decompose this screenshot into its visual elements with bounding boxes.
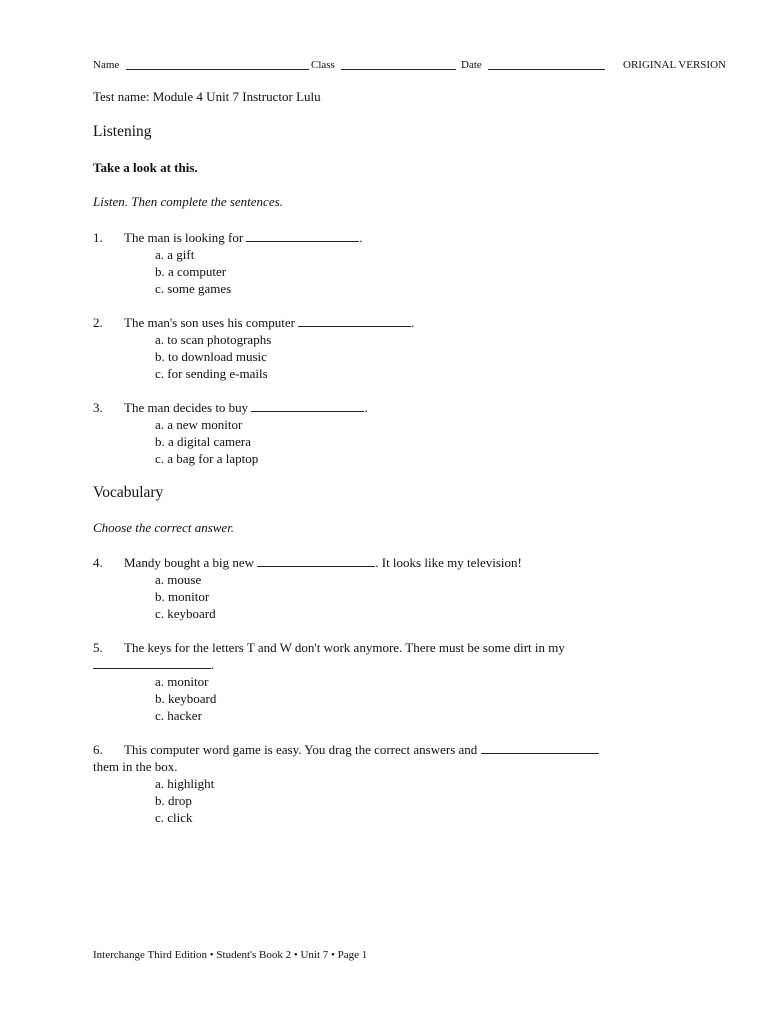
option-c[interactable]: c. some games [155, 281, 232, 296]
question-end: . [359, 230, 363, 245]
class-label: Class [311, 59, 335, 71]
option-a[interactable]: a. mouse [155, 572, 202, 587]
option-c[interactable]: c. for sending e-mails [155, 366, 268, 381]
answer-blank[interactable] [93, 657, 211, 669]
question-2 [93, 314, 713, 382]
option-c[interactable]: c. hacker [155, 708, 202, 723]
options-list [155, 416, 713, 467]
date-label: Date [461, 59, 482, 71]
option-a[interactable]: a. a gift [155, 247, 195, 262]
question-number: 4. [93, 555, 103, 570]
options-list [155, 246, 713, 297]
question-1 [93, 229, 713, 297]
option-a[interactable]: a. a new monitor [155, 417, 243, 432]
answer-blank[interactable] [298, 315, 411, 327]
question-number: 3. [93, 400, 103, 415]
question-number: 1. [93, 230, 103, 245]
vocabulary-instruction: Choose the correct answer. [93, 520, 235, 535]
page-header [93, 59, 743, 75]
option-c[interactable]: c. click [155, 810, 193, 825]
section-title-vocabulary: Vocabulary [93, 484, 164, 501]
option-b[interactable]: b. a computer [155, 264, 227, 279]
name-label: Name [93, 59, 120, 71]
option-b[interactable]: b. to download music [155, 349, 267, 364]
test-name: Test name: Module 4 Unit 7 Instructor Lulu [93, 89, 321, 104]
option-a[interactable]: a. highlight [155, 776, 215, 791]
answer-blank[interactable] [257, 555, 375, 567]
page-footer: Interchange Third Edition • Student's Book 2 • Unit 7 • Page 1 [93, 949, 368, 961]
question-continuation: them in the box. [93, 759, 178, 774]
name-blank[interactable] [126, 59, 309, 70]
question-end: . [211, 657, 215, 672]
answer-blank[interactable] [481, 742, 599, 754]
class-blank[interactable] [341, 59, 456, 70]
section-title-listening: Listening [93, 123, 152, 140]
question-5 [93, 639, 713, 724]
question-text: This computer word game is easy. You drag the correct answers and [124, 742, 478, 757]
question-text: The man is looking for [124, 230, 244, 245]
question-6 [93, 741, 713, 826]
listening-instruction: Listen. Then complete the sentences. [93, 194, 283, 209]
option-b[interactable]: b. drop [155, 793, 192, 808]
question-number: 2. [93, 315, 103, 330]
option-a[interactable]: a. to scan photographs [155, 332, 272, 347]
options-list [155, 571, 713, 622]
option-b[interactable]: b. a digital camera [155, 434, 252, 449]
option-b[interactable]: b. keyboard [155, 691, 217, 706]
options-list [155, 331, 713, 382]
answer-blank[interactable] [246, 230, 359, 242]
question-end: . [411, 315, 415, 330]
option-c[interactable]: c. a bag for a laptop [155, 451, 259, 466]
option-c[interactable]: c. keyboard [155, 606, 216, 621]
question-4 [93, 554, 713, 622]
question-text: The man's son uses his computer [124, 315, 295, 330]
question-text: Mandy bought a big new [124, 555, 254, 570]
date-blank[interactable] [488, 59, 605, 70]
option-a[interactable]: a. monitor [155, 674, 209, 689]
listening-subtitle: Take a look at this. [93, 160, 198, 175]
question-3 [93, 399, 713, 467]
question-end: . [364, 400, 368, 415]
options-list [155, 775, 713, 826]
question-number: 6. [93, 742, 103, 757]
question-text: The keys for the letters T and W don't work anymore. There must be some dirt in my [124, 640, 565, 655]
question-after: . It looks like my television! [375, 555, 522, 570]
version-label: ORIGINAL VERSION [623, 59, 726, 71]
options-list [155, 673, 713, 724]
option-b[interactable]: b. monitor [155, 589, 210, 604]
question-number: 5. [93, 640, 103, 655]
question-text: The man decides to buy [124, 400, 249, 415]
answer-blank[interactable] [251, 400, 364, 412]
